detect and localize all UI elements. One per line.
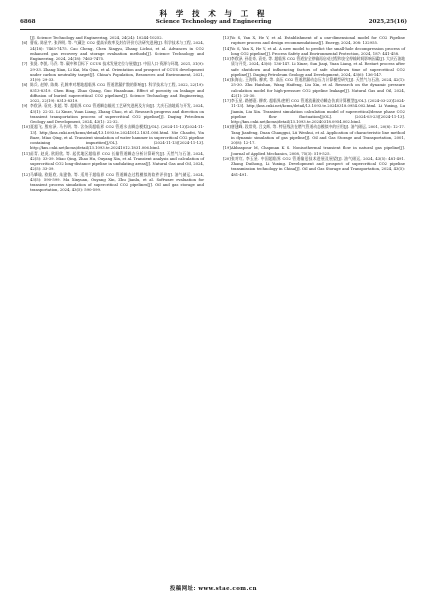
reference-text: 张对红, 李玉星. 中国超临界 CO2 管道输送技术进展及展望[J]. 油气储运, 2024, 43(5): 481-491. Zhang Duihong, Li Yuxing. Development and prospect of supercritical CO2 pipeline transmission technology in China[J]. Oil and Gas Storage and Transportation, 2024, 43(5): 481-491.: [231, 156, 405, 177]
reference-entry: [22, 62, 204, 83]
reference-entry: [223, 57, 405, 78]
reference-number: [12]: [22, 172, 30, 177]
reference-number: [8]: [22, 83, 28, 88]
reference-number: [13]: [223, 36, 231, 40]
reference-continuation: [J]. Science Technology and Engineering, 2024, 24(24): 10244-10252.: [30, 36, 163, 40]
reference-number: [15]: [223, 57, 231, 61]
reference-entry: [22, 152, 204, 173]
reference-number: [16]: [223, 78, 231, 82]
reference-text: 陈兵, 赵婷, 陈焕. 孔隙率对埋地超临界 CO2 管道泄漏扩散的影响[J]. 科学技术与工程, 2022, 22(19): 8313-8319. Chen Bing, Zhao Qiang, Guo Huanhuan. Effect of porosity on leakage and diffusion of buried supercritical CO2 pipelines[J]. Science Technology and Engineering, 2022, 22(19): 8313-8319.: [30, 83, 204, 103]
reference-text: 马肇瑜, 欧阳欣, 朱建鲁, 等. 适用于超临界 CO2 管道瞬态过程模拟的软件评价[J]. 油气储运, 2024, 43(5): 590-599. Ma Xinyuan, Ouyang Xin, Zhu Jianlu, et al. Software evaluation for transient process simulation of supercritical CO2 pipelines[J]. Oil and gas storage and transportation, 2024, 43(5): 590-599.: [30, 172, 204, 193]
reference-entry: [223, 99, 405, 125]
reference-number: [9]: [22, 104, 28, 109]
reference-entry: [22, 104, 204, 125]
reference-entry: [223, 78, 405, 99]
reference-entry: [223, 36, 405, 47]
reference-number: [19]: [223, 146, 231, 151]
reference-entry: [223, 125, 405, 146]
reference-text: 李欣泽, 孙佳奇, 袁亮, 等. 超临界 CO2 管道安全停输再启动过程和安全停输时间影响因素[J]. 大庆石油地质与开发, 2024, 43(6): 136-147. Li Xinze, Sun Jiaqi, Yuan Liang, et al. Restart process after safe shutdown and influencing factors of safe shutdown time of supercritical CO2 pipeline[J]. Daqing Petroleum Geology and Development, 2024, 43(6): 136-147.: [231, 57, 405, 77]
reference-text: Yo S, Yan X, He Y, et al. A new model to predict the small-hole decompression process of long CO2 pipeline[J]. Process Safety and Environmental Protection, 2024, 187: 441-458.: [231, 46, 405, 56]
reference-number: [7]: [22, 62, 28, 67]
reference-entry: [22, 83, 204, 104]
journal-title-en: Science Technology and Engineering: [155, 19, 272, 25]
reference-text: 李玉星, 路德嘉, 柳欢. 超临界/密相 CO2 管道流量波动瞬态仿真计算模型[J/OL]. (2024-03-23)[2024-11-13]. http://kns.cnki.net/kcms/detail/13.1093.te.20240318.0954.002.html. Li Yuxing, Lu Jiamin, Liu Xin. Transient simulation calculation model of supercritical/dense phase CO2 pipeline flow fluctuation[J/OL]. (2024-03-23)[2024-11-13]. http://kns.cnki.net/kcms/detail/13.1093.te.20240318.0954.002.html.: [231, 99, 405, 124]
reference-entry: [223, 146, 405, 157]
submission-website: 投稿网址: www.stae.com.cn: [169, 586, 258, 592]
reference-number: [6]: [22, 41, 28, 46]
reference-text: 张贤, 李凯, 马乔, 等. 碳中和目标下 CCUS 技术发展定位与展望[J]. 中国人口·资源与环境, 2021, 31(9): 29-33. Zhang Xian, Li Kai, Ma Qiao, et al. Orientation and prospect of CCUS development under carbon neutrality target[J]. China's Population, Resources and Environment, 2021, 31(9): 29-33.: [30, 62, 204, 82]
reference-entry: [22, 173, 204, 194]
reference-number: [10]: [22, 125, 30, 130]
volume-issue: 2025,25(16): [368, 19, 407, 25]
reference-entry: [223, 157, 405, 178]
reference-text: 聂超飞, 殷布泽, 马书明, 等. 含杂质超临界 CO2 管道水击瞬态模拟[J/OL]. (2024-11-13)[2024-11-13]. http://kns.cnki.net/kcms/detail/13.1093.te.20241012.1831.006.html. Nie Chaofei, Yin Buze, Miao Qing, et al. Transient simulation of water hammer in supercritical CO2 pipeline containing impurities[J/OL]. (2024-11-13)[2024-11-13]. http://kns.cnki.net/kcms/detail/13.1093.te.20241012.1831.006.html.: [30, 125, 205, 151]
header-rule: [20, 29, 407, 30]
reference-entry: [22, 125, 204, 151]
reference-entry: [22, 41, 204, 62]
reference-text: Abbaspour M, Chapman K S. Nonisothermal transient flow in natural gas pipeline[J]. Journal of Applied Mechanics, 2008, 75(3): 519-525.: [231, 146, 405, 156]
reference-text: 唐建峰, 段常贵, 吕文辉, 等. 特征线法在燃气管道动态模拟中的应用[J]. 油气储运, 2001, 20(8): 12-17. Tang Jianfeng, Duan Changgui, Lü Wenhui, et al. Application of characteristic line method in dynamic simulation of gas pipeline[J]. Oil and Gas Storage and Transportation, 2001, 20(8): 12-17.: [231, 125, 405, 145]
reference-text: 李欣泽, 袁亮, 张超, 等. 超临界 CO2 管道瞬态输送工艺研究进展及方向[J]. 大庆石油地质与开发, 2024, 43(1): 22-32. Li Xinze, Yuan Liang, Zhang Chao, et al. Research progress and direction on transient transportation process of supercritical CO2 pipeline[J]. Daqing Petroleum Geology and Development, 2024, 43(1): 22-32.: [30, 104, 204, 124]
reference-entry: [223, 47, 405, 58]
journal-title-cn: 科 学 技 术 与 工 程: [159, 9, 268, 18]
reference-number: [20]: [223, 156, 231, 161]
reference-column-right: [223, 36, 405, 178]
page-number: 6868: [20, 19, 36, 25]
reference-text: 曹成, 陈星宇, 张四明, 等. 气藏注 CO2 提高采收率及封存评价方法研究进展[J]. 科学技术与工程, 2024, 24(18): 7463-7475. Cao Cheng, Chen Xingyu, Zhang Lichui, et al. Advances in CO2 enhanced gas recovery and storage evaluation methods[J]. Science Technology and Engineering, 2024, 24(18): 7463-7475.: [30, 41, 204, 61]
page-header: [20, 8, 407, 32]
reference-number: [14]: [223, 46, 231, 51]
reference-text: Yo S, Yan X, He Y, et al. Establishment of a one-dimensional model for CO2 Pipeline rupture process and design recommendations[J]. Energy, 2024, 308: 132955.: [231, 36, 405, 46]
reference-number: [18]: [223, 125, 231, 130]
reference-column-left: [22, 36, 204, 194]
reference-text: 朱海山, 王海锋, 柳欢, 等. 高压 CO2 管道泄漏动态压力计算模型研究[J]. 天然气与石油, 2024, 42(1): 25-30. Zhu Haishan, Wang Haifeng, Liu Xin, et al. Research on the dynamic pressure calculation model for high-pressure CO2 pipeline leakage[J]. Natural Gas and Oil, 2024, 42(1): 25-30.: [231, 78, 405, 98]
reference-text: 苗青, 赵虎, 欧阳欣, 等. 起伏地区超临界 CO2 长输管道瞬态分析计算研究[J]. 天然气与石油, 2024, 42(5): 33-39. Miao Qing, Zhao Hu, Ouyang Xin, et al. Transient analysis and calculation of supercritical CO2 long-distance pipeline in undulating areas[J]. Natural Gas and Oil, 2024, 42(5): 33-39.: [30, 151, 204, 172]
reference-number: [17]: [223, 99, 231, 103]
reference-number: [11]: [22, 151, 30, 156]
